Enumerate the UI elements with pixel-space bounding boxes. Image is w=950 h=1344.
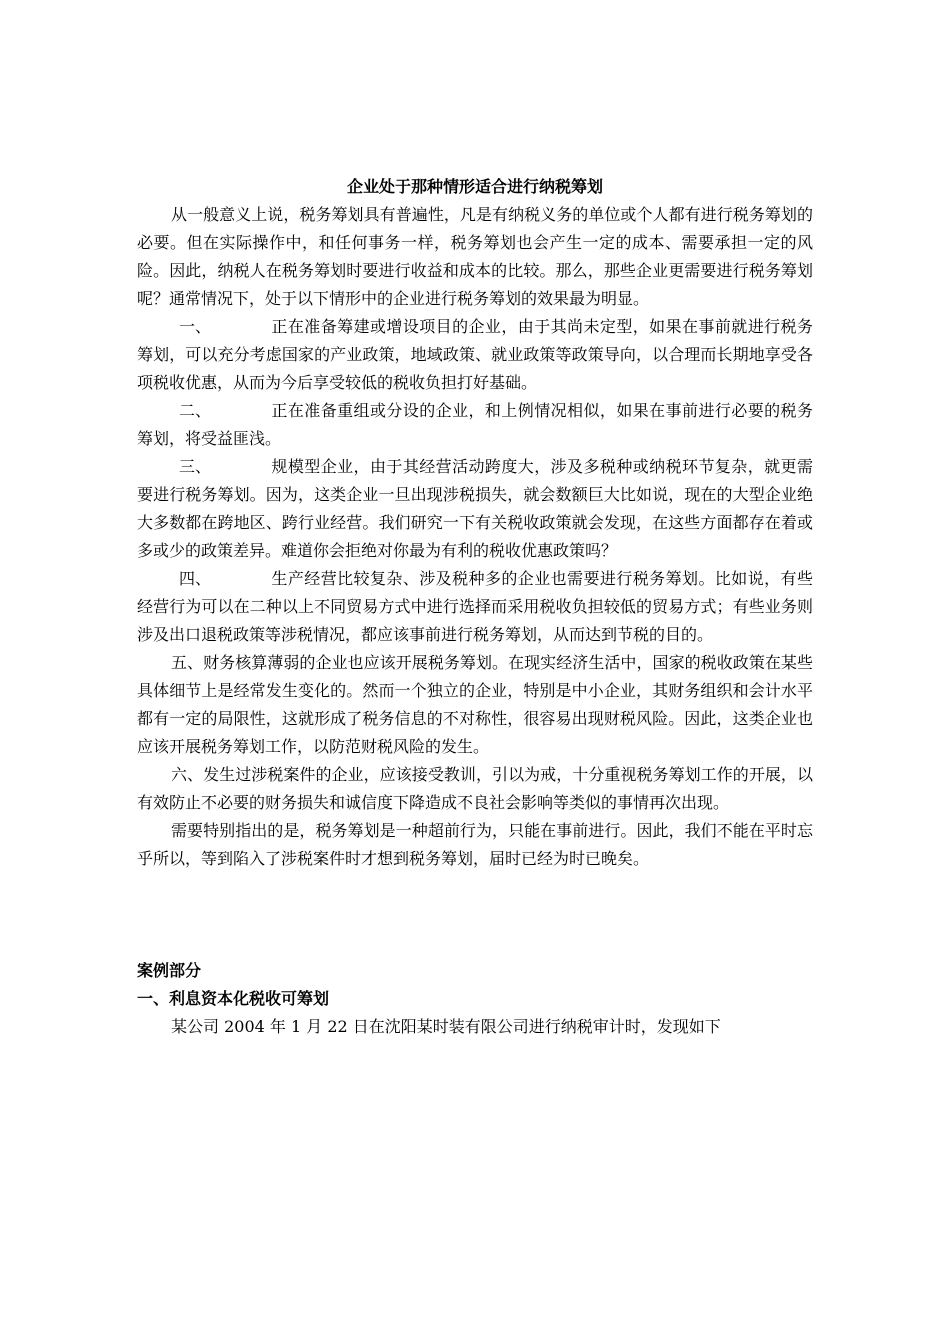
list-item-6: 六、发生过涉税案件的企业，应该接受教训，引以为戒，十分重视税务筹划工作的开展，以有效防止不必要的财务损失和诚信度下降造成不良社会影响等类似的事情再次出现。 bbox=[137, 765, 813, 812]
document-body bbox=[137, 173, 813, 1041]
list-item-number: 一、 bbox=[179, 317, 212, 336]
list-item-5: 五、财务核算薄弱的企业也应该开展税务筹划。在现实经济生活中，国家的税收政策在某些具体细节上是经常发生变化的。然而一个独立的企业，特别是中小企业，其财务组织和会计水平都有一定的局限性，这就形成了税务信息的不对称性，很容易出现财税风险。因此，这类企业也应该开展税务筹划工作，以防范财税风险的发生。 bbox=[137, 653, 813, 756]
intro-paragraph: 从一般意义上说，税务筹划具有普遍性，凡是有纳税义务的单位或个人都有进行税务筹划的必要。但在实际操作中，和任何事务一样，税务筹划也会产生一定的成本、需要承担一定的风险。因此，纳税人在税务筹划时要进行收益和成本的比较。那么，那些企业更需要进行税务筹划呢？通常情况下，处于以下情形中的企业进行税务筹划的效果最为明显。 bbox=[137, 205, 813, 308]
list-item-text: 正在准备筹建或增设项目的企业，由于其尚未定型，如果在事前就进行税务筹划，可以充分考虑国家的产业政策，地域政策、就业政策等政策导向，以合理而长期地享受各项税收优惠，从而为今后享受较低的税收负担打好基础。 bbox=[137, 317, 813, 392]
list-item-number: 三、 bbox=[179, 457, 212, 476]
list-item-2 bbox=[137, 397, 813, 453]
list-item-4 bbox=[137, 565, 813, 649]
closing-paragraph: 需要特别指出的是，税务筹划是一种超前行为，只能在事前进行。因此，我们不能在平时忘乎所以，等到陷入了涉税案件时才想到税务筹划，届时已经为时已晚矣。 bbox=[137, 821, 813, 868]
case-section-title: 案例部分 bbox=[137, 961, 202, 980]
section-spacer bbox=[137, 873, 813, 957]
case-paragraph: 某公司 2004 年 1 月 22 日在沈阳某时装有限公司进行纳税审计时，发现如下 bbox=[171, 1017, 721, 1036]
list-item-1 bbox=[137, 313, 813, 397]
case-heading: 一、利息资本化税收可筹划 bbox=[137, 989, 330, 1008]
list-item-number: 二、 bbox=[179, 401, 212, 420]
list-item-3 bbox=[137, 453, 813, 565]
list-item-text: 正在准备重组或分设的企业，和上例情况相似，如果在事前进行必要的税务筹划，将受益匪浅。 bbox=[137, 401, 813, 448]
document-title: 企业处于那种情形适合进行纳税筹划 bbox=[346, 177, 603, 196]
list-item-text: 生产经营比较复杂、涉及税种多的企业也需要进行税务筹划。比如说，有些经营行为可以在二种以上不同贸易方式中进行选择而采用税收负担较低的贸易方式；有些业务则涉及出口退税政策等涉税情况，都应该事前进行税务筹划，从而达到节税的目的。 bbox=[137, 569, 813, 644]
list-item-text: 规模型企业，由于其经营活动跨度大，涉及多税种或纳税环节复杂，就更需要进行税务筹划。因为，这类企业一旦出现涉税损失，就会数额巨大比如说，现在的大型企业绝大多数都在跨地区、跨行业经营。我们研究一下有关税收政策就会发现，在这些方面都存在着或多或少的政策差异。难道你会拒绝对你最为有利的税收优惠政策吗？ bbox=[137, 457, 813, 560]
list-item-number: 四、 bbox=[179, 569, 212, 588]
